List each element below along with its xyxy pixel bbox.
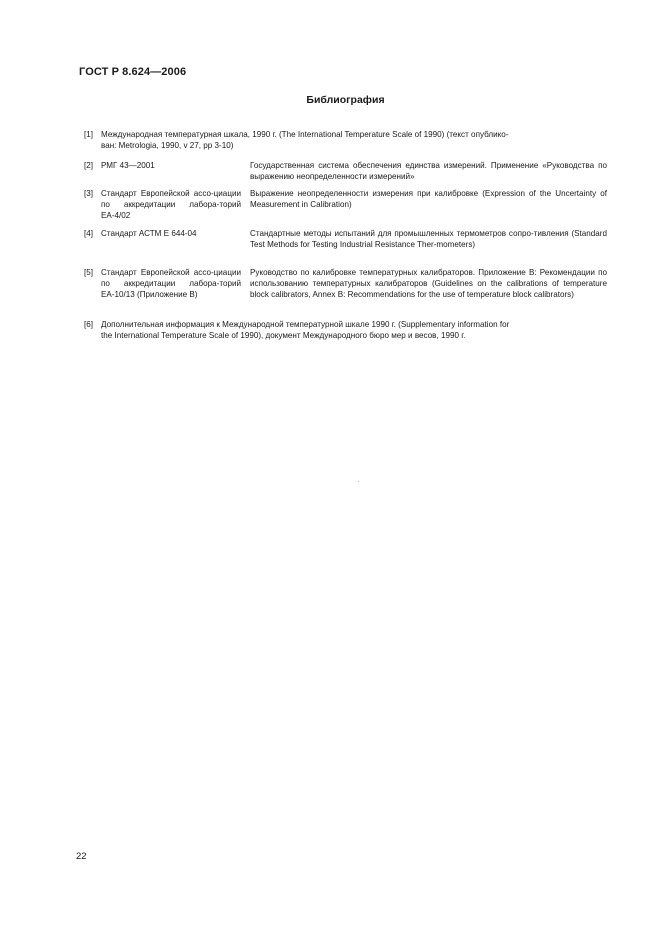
entry-text-line-2: the International Temperature Scale of 1990), документ Международного бюро мер и весов, 1990 г. <box>101 331 466 340</box>
entry-source: Стандарт Европейской ассо-циации по аккредитации лабора-торий ЕА-10/13 (Приложение В) <box>101 268 241 299</box>
entry-description: Выражение неопределенности измерения при калибровке (Expression of the Uncertainty of Measurement in Calibration) <box>250 189 607 209</box>
entry-number: [6] <box>84 320 93 329</box>
entry-description: Руководство по калибровке температурных калибраторов. Приложение В: Рекомендации по использованию температурных калибраторов (Guidelines on the calibrations of temperature block calibrators, Annex B: Recommendations for the use of temperature block calibrators) <box>250 268 607 299</box>
entry-description: Стандартные методы испытаний для промышленных термометров сопро-тивления (Standard Test Methods for Testing Industrial Resistance Ther-mometers) <box>250 229 607 249</box>
entry-source: РМГ 43—2001 <box>101 161 155 170</box>
entry-description: Государственная система обеспечения единства измерений. Применение «Руководства по выражению неопределенности измерений» <box>250 161 607 181</box>
document-header: ГОСТ Р 8.624—2006 <box>79 66 187 78</box>
page-number: 22 <box>76 851 87 862</box>
bibliography-title: Библиография <box>306 94 385 106</box>
entry-source: Стандарт АСТМ Е 644-04 <box>101 229 197 238</box>
entry-number: [5] <box>84 268 93 277</box>
entry-number: [3] <box>84 189 93 198</box>
entry-text-line-2: ван: Metrologia, 1990, v 27, pp 3-10) <box>101 141 234 150</box>
entry-text-line-1: Международная температурная шкала, 1990 г. (The International Temperature Scale of 1990) (текст опублико- <box>101 130 509 139</box>
scan-speck <box>358 481 359 482</box>
entry-source: Стандарт Европейской ассо-циации по аккредитации лабора-торий ЕА-4/02 <box>101 189 241 220</box>
entry-number: [4] <box>84 229 93 238</box>
entry-number: [2] <box>84 161 93 170</box>
entry-number: [1] <box>84 130 93 139</box>
entry-text-line-1: Дополнительная информация к Международной температурной шкале 1990 г. (Supplementary information for <box>101 320 510 329</box>
